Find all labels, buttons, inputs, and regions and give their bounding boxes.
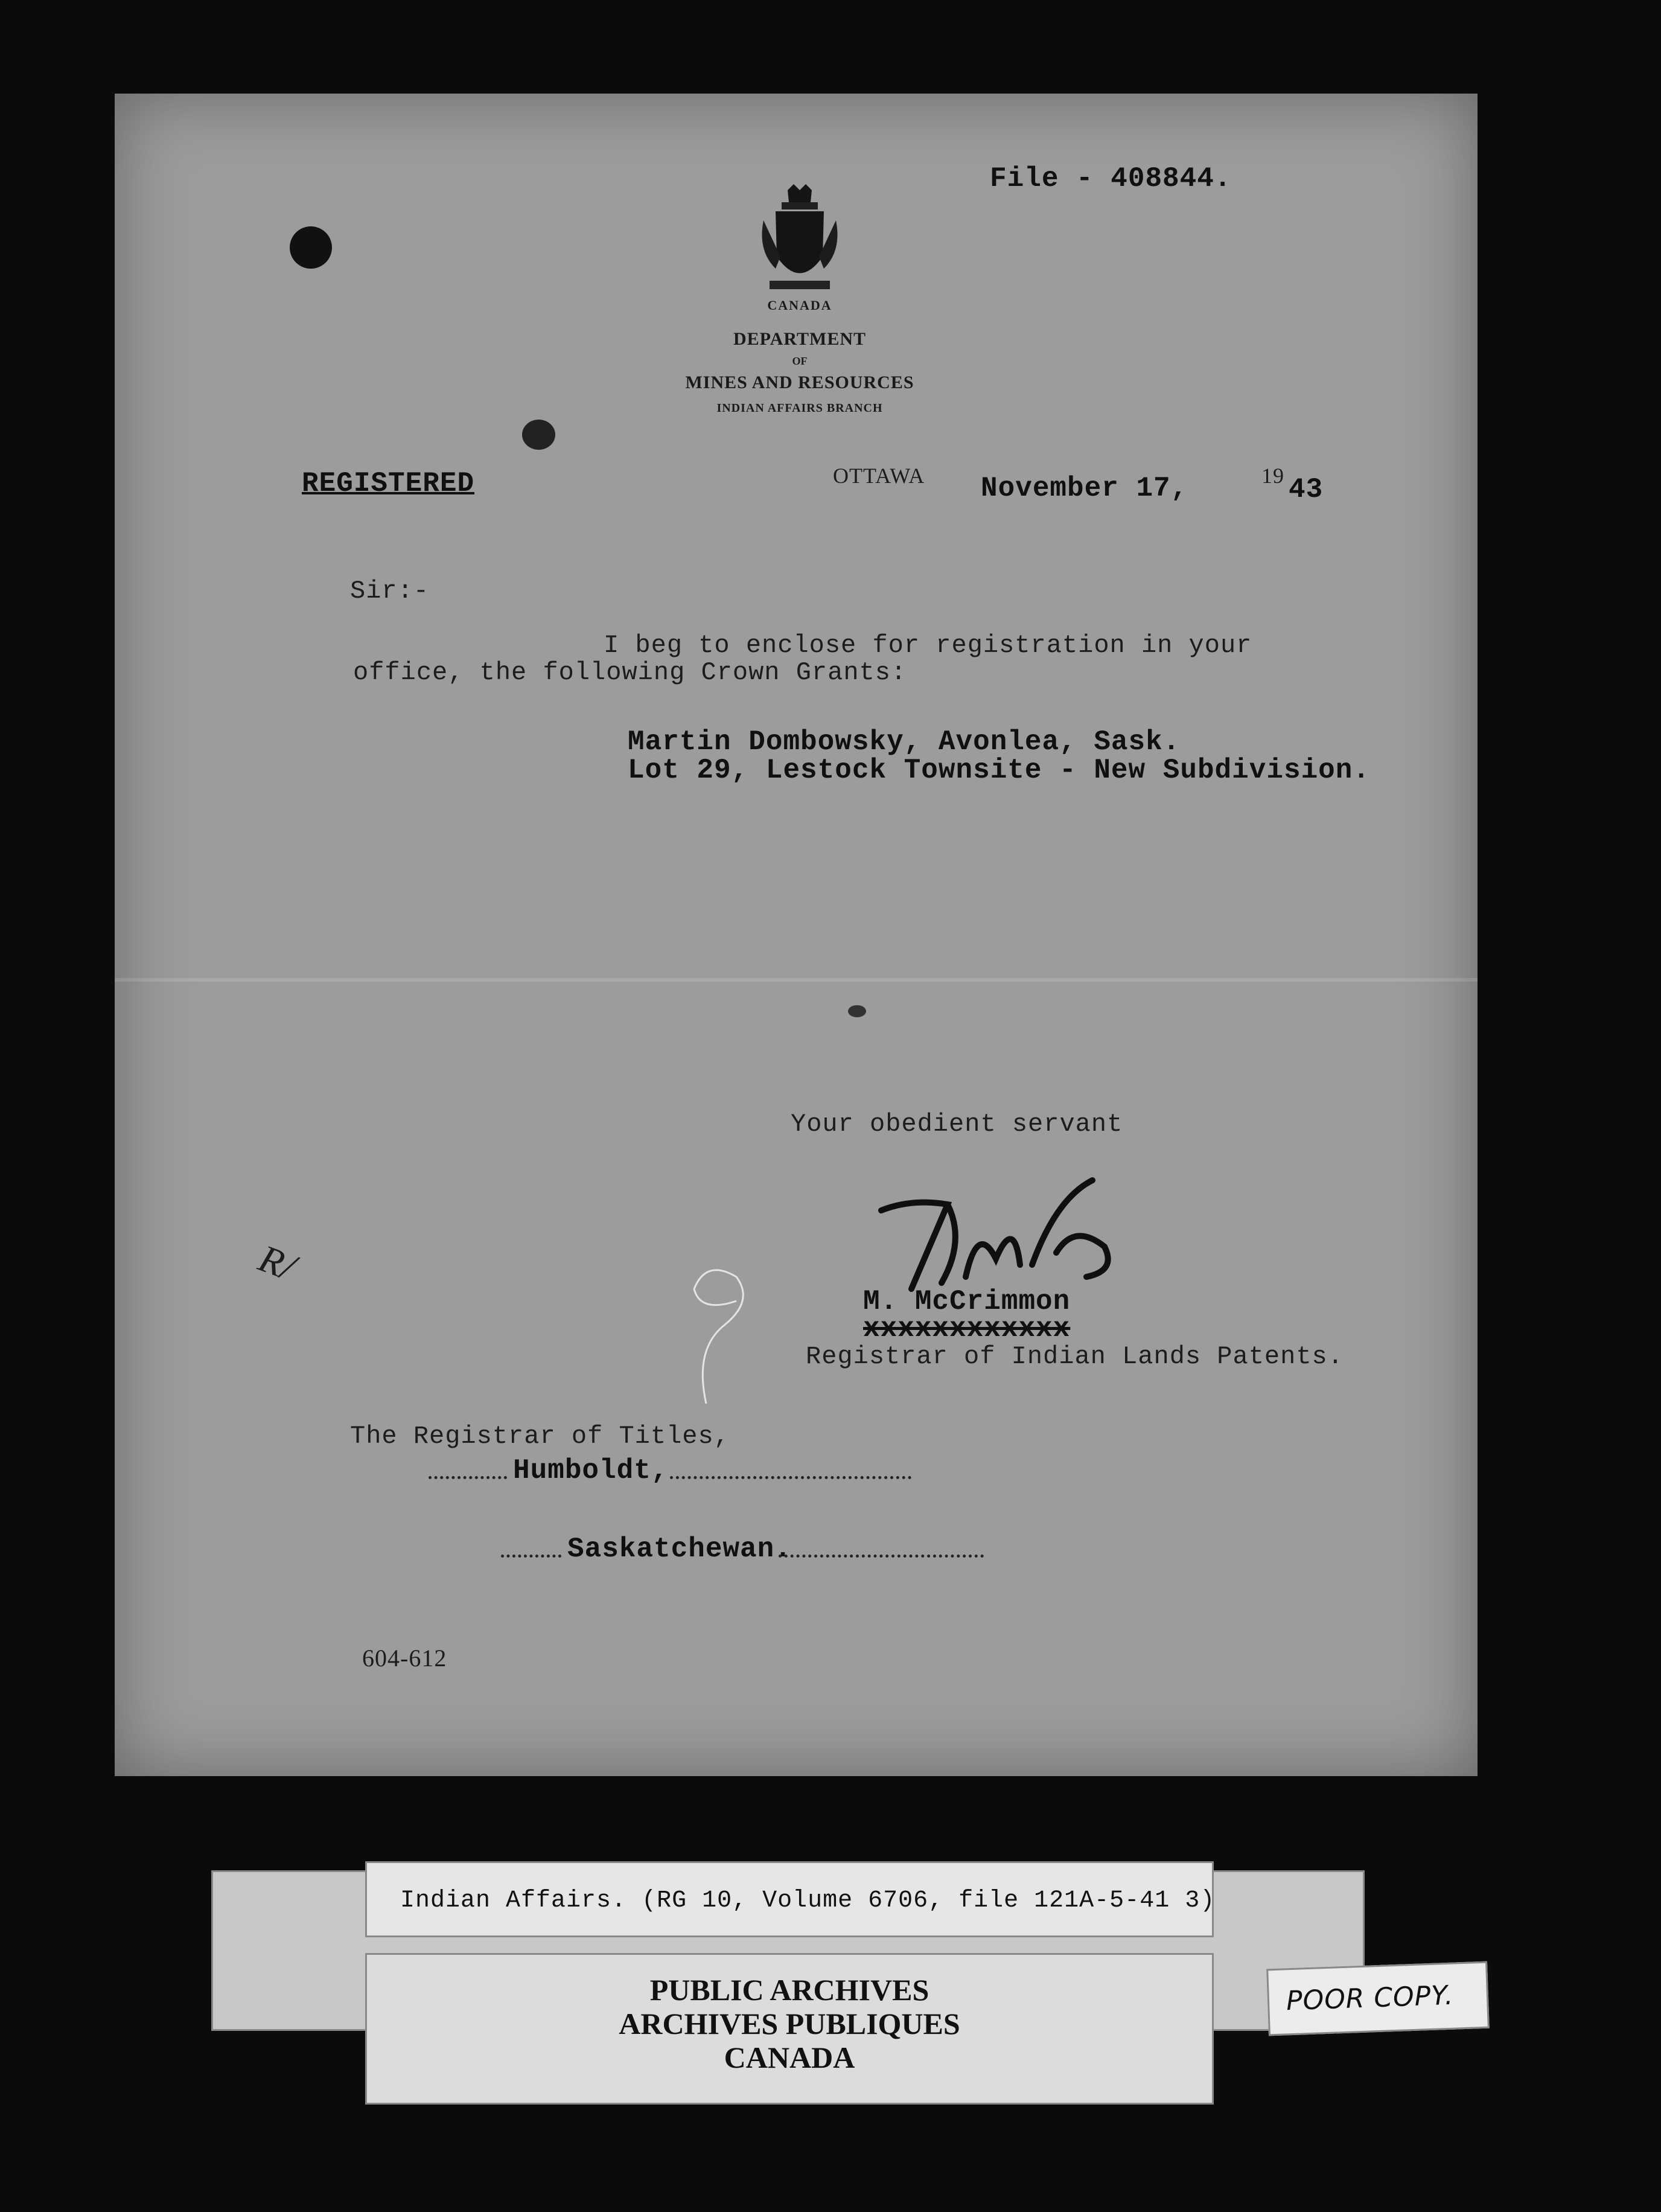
poor-copy-text: POOR COPY.	[1286, 1980, 1455, 2017]
letterhead-country: CANADA	[767, 298, 832, 313]
salutation: Sir:-	[350, 577, 430, 606]
recipient-line-1: The Registrar of Titles,	[350, 1422, 730, 1451]
stray-fiber	[670, 1253, 791, 1410]
ink-blot	[290, 226, 332, 269]
poor-copy-note	[1266, 1961, 1490, 2036]
dotted-leader	[779, 1555, 984, 1558]
letterhead-ministry: MINES AND RESOURCES	[685, 372, 914, 392]
signer-title: Registrar of Indian Lands Patents.	[806, 1342, 1344, 1371]
grant-line-1: Martin Dombowsky, Avonlea, Sask.	[628, 726, 1181, 758]
dotted-leader	[501, 1555, 561, 1558]
recipient-city: Humboldt,	[513, 1455, 669, 1486]
letterhead-department: DEPARTMENT	[733, 329, 867, 349]
dotted-leader	[670, 1476, 911, 1479]
place-name: OTTAWA	[833, 464, 925, 488]
letter-page	[115, 94, 1478, 1776]
letter-year-prefix: 19	[1261, 464, 1284, 488]
recipient-province: Saskatchewan.	[567, 1533, 792, 1565]
archive-line-1: PUBLIC ARCHIVES	[649, 1973, 929, 2007]
archive-citation-card	[365, 1861, 1214, 1937]
coat-of-arms-icon	[757, 184, 842, 299]
dotted-leader	[429, 1476, 507, 1479]
grant-line-2: Lot 29, Lestock Townsite - New Subdivision.	[628, 755, 1370, 786]
body-line-2: office, the following Crown Grants:	[353, 658, 907, 687]
letterhead-of: OF	[792, 355, 808, 367]
signer-struck-text: xxxxxxxxxxxx	[863, 1313, 1071, 1344]
closing: Your obedient servant	[791, 1110, 1123, 1139]
ink-blot	[522, 420, 555, 450]
archive-line-3: CANADA	[724, 2041, 855, 2074]
letter-date: November 17,	[981, 473, 1188, 504]
body-line-1: I beg to enclose for registration in your	[604, 631, 1252, 660]
archive-line-2: ARCHIVES PUBLIQUES	[619, 2007, 960, 2041]
archive-citation: Indian Affairs. (RG 10, Volume 6706, file 121A-5-41 3)	[400, 1887, 1216, 1914]
ink-blot	[848, 1005, 866, 1017]
margin-mark: R/	[253, 1236, 302, 1289]
stamp-number: 604-612	[362, 1645, 447, 1672]
registered-label: REGISTERED	[302, 468, 475, 499]
file-reference: File - 408844.	[990, 163, 1232, 194]
signer-name: M. McCrimmon	[863, 1286, 1071, 1317]
archive-stamp-card	[365, 1953, 1214, 2105]
letterhead-branch: INDIAN AFFAIRS BRANCH	[716, 401, 883, 415]
fold-line	[115, 978, 1478, 982]
archive-stamp	[367, 1973, 1212, 2074]
letter-year-suffix: 43	[1289, 474, 1324, 505]
